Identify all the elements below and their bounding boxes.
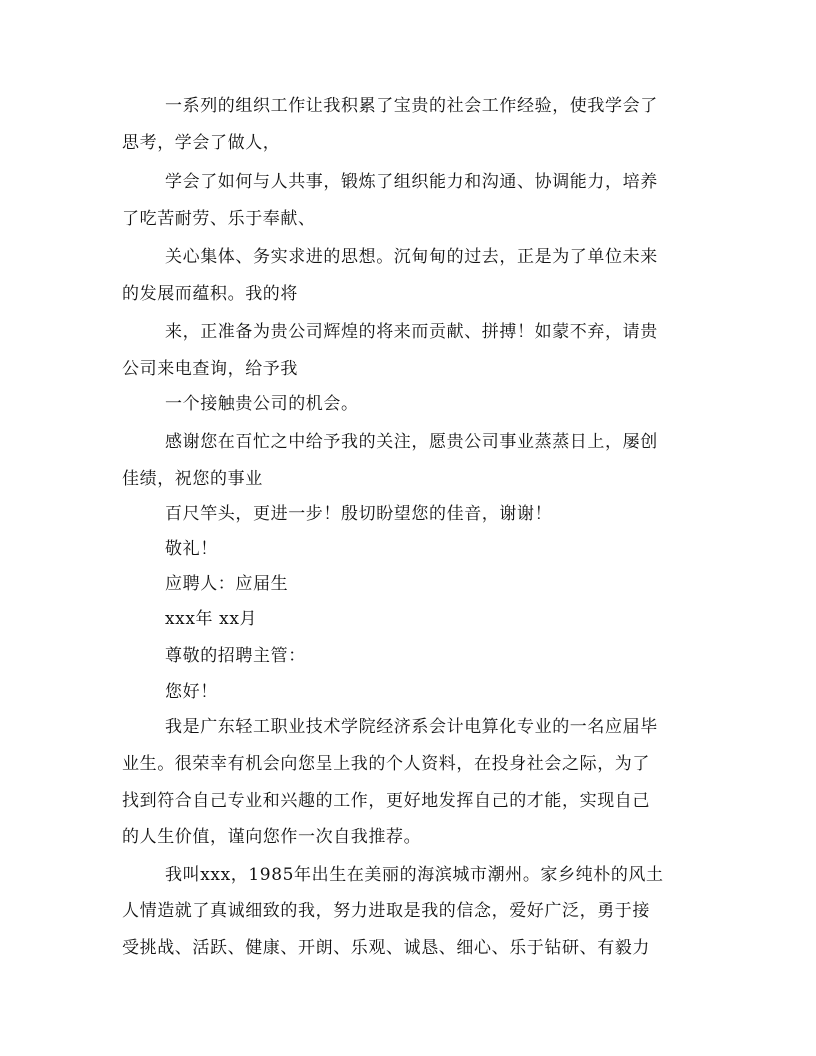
text-line: 找到符合自己专业和兴趣的工作，更好地发挥自己的才能，实现自己 — [122, 791, 650, 811]
text-line: 业生。很荣幸有机会向您呈上我的个人资料，在投身社会之际，为了 — [122, 754, 650, 774]
text-line: 百尺竿头，更进一步！殷切盼望您的佳音，谢谢！ — [165, 504, 553, 524]
text-line: 的人生价值，谨向您作一次自我推荐。 — [122, 827, 422, 847]
text-line: 我是广东轻工职业技术学院经济系会计电算化专业的一名应届毕 — [165, 717, 658, 737]
text-line: 人情造就了真诚细致的我，努力进取是我的信念，爱好广泛，勇于接 — [122, 901, 650, 921]
text-line: 受挑战、活跃、健康、开朗、乐观、诚恳、细心、乐于钻研、有毅力 — [122, 938, 650, 958]
text-line: 尊敬的招聘主管： — [165, 646, 306, 666]
text-line: 我叫xxx，1985年出生在美丽的海滨城市潮州。家乡纯朴的风土 — [165, 865, 664, 885]
text-line: 的发展而蕴积。我的将 — [122, 284, 298, 304]
text-line: 公司来电查询，给予我 — [122, 359, 298, 379]
text-line: 思考，学会了做人， — [122, 133, 281, 153]
text-line: 一系列的组织工作让我积累了宝贵的社会工作经验，使我学会了 — [165, 96, 658, 116]
text-line: 了吃苦耐劳、乐于奉献、 — [122, 209, 316, 229]
text-line: 学会了如何与人共事，锻炼了组织能力和沟通、协调能力，培养 — [165, 172, 658, 192]
text-line: 来，正准备为贵公司辉煌的将来而贡献、拼搏！如蒙不弃，请贵 — [165, 322, 658, 342]
text-line: 一个接触贵公司的机会。 — [165, 394, 359, 414]
text-line: 关心集体、务实求进的思想。沉甸甸的过去，正是为了单位未来 — [165, 247, 658, 267]
text-line: 您好！ — [165, 682, 218, 702]
text-line: 佳绩，祝您的事业 — [122, 469, 263, 489]
text-line: xxx年 xx月 — [165, 609, 258, 629]
text-line: 应聘人：应届生 — [165, 574, 289, 594]
text-line: 感谢您在百忙之中给予我的关注，愿贵公司事业蒸蒸日上，屡创 — [165, 432, 658, 452]
text-line: 敬礼！ — [165, 539, 218, 559]
